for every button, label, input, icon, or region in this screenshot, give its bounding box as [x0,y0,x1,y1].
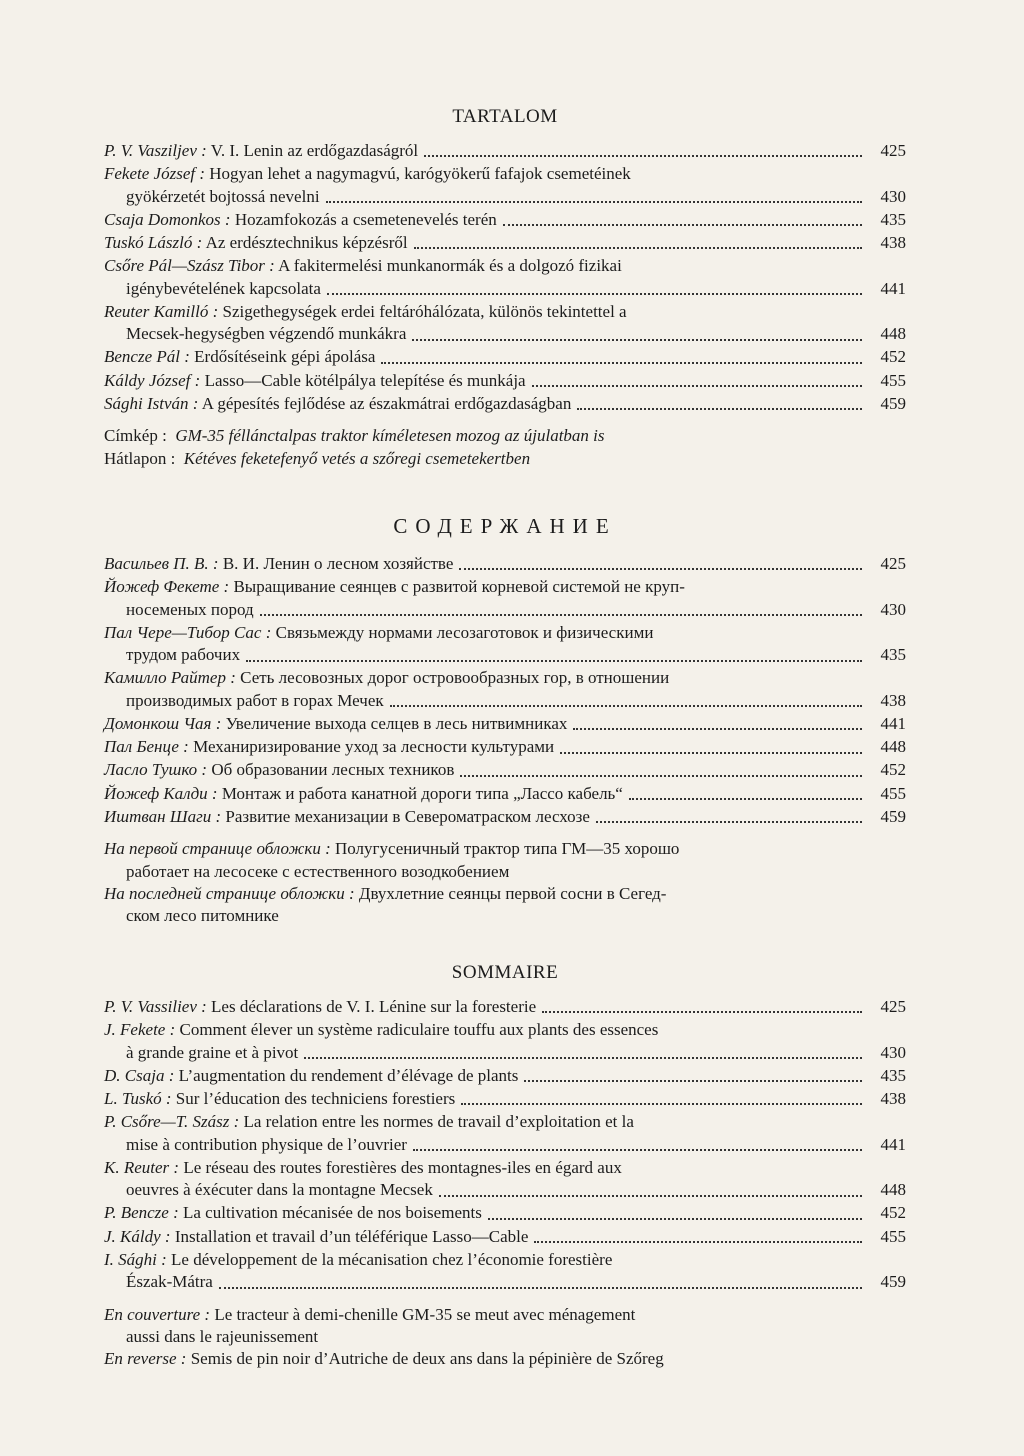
fr-toc-dot-leader [304,1057,862,1059]
hu-toc-entry [104,255,906,300]
ru-toc-author: Пал Бенце : [104,737,189,757]
fr-toc-author: L. Tuskó : [104,1089,172,1109]
ru-toc-entry-line [104,713,906,735]
fr-toc-entry [104,1202,906,1224]
ru-toc-entry-line [104,759,906,781]
fr-toc-page-number: 459 [880,1272,906,1292]
fr-toc-author: P. V. Vassiliev : [104,997,207,1016]
ru-title: СОДЕРЖАНИЕ [393,514,617,538]
ru-note-cover-text: Полугусеничный трактор типа ГМ—35 хорошо [334,839,680,859]
hu-toc-author: Sághi István : [104,393,199,413]
fr-toc-dot-leader [524,1080,862,1082]
hu-toc-entry [104,140,906,162]
ru-entry-list [104,553,906,828]
ru-toc-entry-line [104,783,906,805]
fr-toc-title: Comment élever un système radiculaire touffu aux plants des essences [179,1020,659,1040]
fr-toc-title: Le réseau des routes forestières des montagnes-iles en égard aux [183,1157,622,1177]
ru-toc-entry-line [104,736,906,758]
fr-toc-page-number: 438 [880,1089,906,1109]
hu-toc-entry-line [104,232,906,254]
fr-toc-author: J. Káldy : [104,1226,171,1246]
fr-toc-title-cont: à grande graine et à pivot [126,1042,299,1062]
ru-toc-author: Пал Чере—Тибор Сас : [104,622,272,642]
fr-toc-entry-line-2 [104,1134,906,1156]
hu-notes [104,425,906,470]
ru-notes [104,838,906,928]
ru-toc-author: Васильев П. В. : [104,554,219,573]
ru-note-cover [104,838,906,883]
hu-toc-page-number: 425 [880,141,906,160]
hu-toc-entry-line-2 [104,323,906,345]
hu-toc-title: A gépesítés fejlődése az északmátrai erdőgazdaságban [201,393,572,413]
ru-note-cover-text-2: работает на лесосеке с естественного возодкобением [126,861,510,881]
fr-title: SOMMAIRE [451,962,559,983]
hu-toc-entry-line [104,140,906,162]
ru-toc-title: Механиризирование уход за лесности культурами [193,737,555,757]
fr-toc-entry-line [104,996,906,1018]
fr-toc-title: La relation entre les normes de travail d’exploitation et la [243,1112,634,1132]
ru-toc-page-number: 425 [880,554,906,573]
ru-toc-title: Об образовании лесных техников [211,760,455,780]
fr-toc-page-number: 430 [880,1042,906,1062]
hu-note-cover-label: Címkép : [104,426,167,446]
hu-toc-dot-leader [424,155,862,157]
ru-toc-entry-line [104,553,906,575]
ru-note-cover-label: На первой странице обложки : [104,839,331,859]
fr-note-back [104,1348,906,1370]
fr-toc-entry-line [104,1111,906,1133]
ru-toc-page-number: 459 [880,806,906,826]
fr-toc-entry-line [104,1157,906,1179]
ru-toc-dot-leader [460,775,862,777]
fr-toc-entry [104,1157,906,1202]
ru-toc-entry-line-2 [104,644,906,666]
ru-section [104,514,906,928]
hu-toc-dot-leader [577,408,862,410]
hu-toc-title: Az erdésztechnikus képzésről [205,233,408,253]
fr-toc-entry [104,1249,906,1294]
ru-toc-page-number: 448 [880,737,906,757]
hu-toc-author: Káldy József : [104,370,201,390]
ru-toc-title: Развитие механизации в Североматраском лесхозе [225,806,590,826]
hu-toc-author: Reuter Kamilló : [104,301,219,321]
fr-toc-author: P. Bencze : [104,1203,179,1223]
fr-toc-author: J. Fekete : [104,1020,176,1040]
hu-toc-title-cont: igénybevételének kapcsolata [126,278,321,298]
fr-toc-author: I. Sághi : [104,1249,167,1269]
hu-section [104,106,906,470]
fr-toc-dot-leader [488,1218,862,1220]
hu-toc-page-number: 455 [880,370,906,390]
hu-entry-list [104,140,906,415]
fr-toc-author: D. Csaja : [104,1065,175,1085]
fr-toc-entry [104,996,906,1018]
ru-toc-dot-leader [629,798,862,800]
fr-toc-title: Les déclarations de V. I. Lénine sur la foresterie [211,997,537,1016]
ru-toc-author: Йожеф Калди : [104,783,218,803]
fr-toc-page-number: 425 [880,997,906,1016]
hu-title: TARTALOM [452,106,558,127]
ru-toc-title: Увеличение выхода селцев в лесь нитвимниках [225,714,568,734]
hu-toc-author: Tuskó László : [104,233,203,253]
hu-toc-entry-line [104,393,906,415]
fr-toc-author: P. Csőre—T. Szász : [104,1112,240,1132]
hu-toc-dot-leader [532,385,862,387]
fr-section [104,962,906,1371]
fr-toc-entry-line-2 [104,1271,906,1293]
fr-toc-page-number: 455 [880,1226,906,1246]
hu-toc-page-number: 448 [880,324,906,344]
hu-toc-entry-line [104,209,906,231]
fr-toc-page-number: 448 [880,1180,906,1200]
ru-toc-author: Домонкош Чая : [104,714,222,734]
ru-toc-author: Ласло Тушко : [104,760,208,780]
ru-toc-entry [104,667,906,712]
hu-toc-page-number: 438 [880,233,906,253]
hu-toc-dot-leader [327,293,862,295]
hu-toc-entry [104,346,906,368]
ru-toc-entry [104,622,906,667]
ru-toc-page-number: 455 [880,783,906,803]
fr-toc-entry-line [104,1226,906,1248]
ru-toc-entry-line [104,622,906,644]
hu-toc-page-number: 441 [880,278,906,298]
hu-toc-entry [104,370,906,392]
fr-toc-title-cont: Észak-Mátra [126,1272,213,1292]
ru-toc-author: Иштван Шаги : [104,806,222,826]
fr-toc-dot-leader [542,1011,862,1013]
ru-note-back-label: На последней странице обложки : [104,884,355,904]
fr-toc-dot-leader [461,1103,862,1105]
hu-toc-entry [104,232,906,254]
hu-note-cover-text: GM-35 féllánctalpas traktor kíméletesen mozog az újulatban is [175,426,605,446]
hu-toc-entry-line-2 [104,186,906,208]
hu-toc-title: Hozamfokozás a csemetenevelés terén [234,209,497,229]
hu-toc-dot-leader [381,362,862,364]
fr-toc-entry-line [104,1202,906,1224]
hu-toc-author: Csaja Domonkos : [104,209,231,229]
ru-toc-entry [104,553,906,575]
fr-toc-dot-leader [534,1241,862,1243]
fr-notes [104,1304,906,1371]
hu-toc-page-number: 430 [880,186,906,206]
hu-toc-entry-line [104,346,906,368]
fr-toc-entry-line-2 [104,1179,906,1201]
ru-toc-title: Связьмежду нормами лесозаготовок и физическими [275,622,654,642]
ru-toc-page-number: 435 [880,645,906,665]
ru-toc-entry-line-2 [104,690,906,712]
hu-toc-title-cont: gyökérzetét bojtossá nevelni [126,186,320,206]
fr-toc-entry-line [104,1088,906,1110]
hu-toc-author: Bencze Pál : [104,347,190,367]
hu-toc-entry-line [104,301,906,323]
ru-toc-page-number: 438 [880,690,906,710]
fr-note-cover-text: Le tracteur à demi-chenille GM-35 se meut avec ménagement [214,1304,636,1324]
ru-toc-dot-leader [573,728,862,730]
hu-toc-page-number: 452 [880,347,906,367]
hu-toc-entry [104,301,906,346]
fr-note-back-text: Semis de pin noir d’Autriche de deux ans dans la pépinière de Szőreg [190,1349,664,1369]
hu-toc-entry-line [104,370,906,392]
hu-note-cover [104,425,906,447]
hu-toc-title: Szigethegységek erdei feltáróhálózata, különös tekintettel a [222,301,627,321]
fr-toc-page-number: 441 [880,1134,906,1154]
fr-toc-title: La cultivation mécanisée de nos boisements [183,1203,482,1223]
fr-toc-page-number: 435 [880,1065,906,1085]
hu-toc-page-number: 435 [880,209,906,229]
ru-toc-entry [104,576,906,621]
ru-toc-entry-line [104,806,906,828]
ru-toc-title: Монтаж и работа канатной дороги типа „Лассо кабель“ [221,783,623,803]
fr-toc-entry [104,1111,906,1156]
ru-toc-page-number: 452 [880,760,906,780]
fr-toc-title-cont: mise à contribution physique de l’ouvrier [126,1134,407,1154]
fr-toc-entry [104,1065,906,1087]
fr-toc-entry [104,1226,906,1248]
fr-toc-entry-line [104,1249,906,1271]
hu-toc-entry [104,163,906,208]
fr-note-cover [104,1304,906,1349]
ru-toc-dot-leader [596,821,862,823]
hu-toc-dot-leader [414,247,862,249]
ru-toc-entry-line [104,667,906,689]
fr-toc-dot-leader [219,1287,862,1289]
hu-toc-entry-line [104,255,906,277]
ru-toc-dot-leader [459,568,862,570]
ru-toc-dot-leader [246,660,862,662]
ru-toc-entry [104,736,906,758]
hu-toc-entry [104,393,906,415]
ru-toc-page-number: 430 [880,599,906,619]
hu-toc-title: V. I. Lenin az erdőgazdaságról [210,141,419,160]
fr-note-cover-text-2: aussi dans le rajeunissement [126,1327,319,1347]
hu-toc-author: Csőre Pál—Szász Tibor : [104,256,275,276]
hu-toc-title-cont: Mecsek-hegységben végzendő munkákra [126,324,407,344]
ru-toc-dot-leader [390,705,862,707]
hu-toc-title: Hogyan lehet a nagymagvú, karógyökerű fafajok csemetéinek [209,164,631,184]
hu-toc-dot-leader [412,339,862,341]
hu-note-back [104,448,906,470]
fr-toc-entry-line [104,1065,906,1087]
fr-toc-entry [104,1019,906,1064]
fr-toc-author: K. Reuter : [104,1157,180,1177]
hu-toc-title: A fakitermelési munkanormák és a dolgozó fizikai [278,256,622,276]
fr-toc-entry-line [104,1019,906,1041]
fr-note-back-label: En reverse : [104,1349,187,1369]
ru-toc-title-cont: носеменых пород [126,599,254,619]
hu-note-back-text: Kétéves feketefenyő vetés a szőregi csemetekertben [183,448,531,468]
ru-toc-title: Выращивание сеянцев с развитой корневой системой не круп- [233,577,685,597]
ru-toc-author: Камилло Райтер : [104,668,236,688]
ru-toc-title: В. И. Ленин о лесном хозяйстве [222,554,454,573]
hu-toc-entry-line-2 [104,278,906,300]
ru-toc-author: Йожеф Фекете : [104,577,230,597]
ru-toc-entry [104,713,906,735]
ru-note-back [104,883,906,928]
hu-toc-entry-line [104,163,906,185]
hu-toc-dot-leader [326,201,862,203]
ru-toc-entry [104,806,906,828]
fr-toc-page-number: 452 [880,1203,906,1223]
ru-note-back-text: Двухлетние сеянцы первой сосни в Сегед- [358,884,667,904]
fr-toc-title: Sur l’éducation des techniciens forestiers [175,1089,456,1109]
fr-toc-title: Le développement de la mécanisation chez l’économie forestière [171,1249,613,1269]
hu-toc-dot-leader [503,224,862,226]
ru-toc-title-cont: трудом рабочих [126,645,241,665]
fr-toc-title-cont: oeuvres à éxécuter dans la montagne Mecsek [126,1180,433,1200]
hu-toc-author: Fekete József : [104,164,205,184]
fr-note-cover-label: En couverture : [104,1304,211,1324]
hu-toc-title: Erdősítéseink gépi ápolása [194,347,376,367]
fr-entry-list [104,996,906,1294]
ru-toc-title-cont: производимых работ в горах Мечек [126,690,384,710]
hu-toc-author: P. V. Vasziljev : [104,141,207,160]
hu-toc-entry [104,209,906,231]
ru-toc-entry-line [104,576,906,598]
ru-toc-title: Сеть лесовозных дорог островообразных гор, в отношении [240,668,670,688]
fr-toc-title: Installation et travail d’un téléférique Lasso—Cable [174,1226,529,1246]
ru-toc-dot-leader [260,614,862,616]
fr-toc-dot-leader [439,1195,862,1197]
ru-toc-page-number: 441 [880,714,906,734]
hu-toc-title: Lasso—Cable kötélpálya telepítése és munkája [204,370,526,390]
fr-toc-entry [104,1088,906,1110]
ru-toc-entry-line-2 [104,599,906,621]
fr-toc-title: L’augmentation du rendement d’élévage de plants [178,1065,519,1085]
ru-toc-entry [104,759,906,781]
ru-toc-dot-leader [560,752,862,754]
fr-toc-entry-line-2 [104,1042,906,1064]
fr-toc-dot-leader [413,1149,862,1151]
hu-note-back-label: Hátlapon : [104,448,176,468]
ru-toc-entry [104,783,906,805]
ru-note-back-text-2: ском лесо питомнике [126,906,279,926]
hu-toc-page-number: 459 [880,393,906,413]
